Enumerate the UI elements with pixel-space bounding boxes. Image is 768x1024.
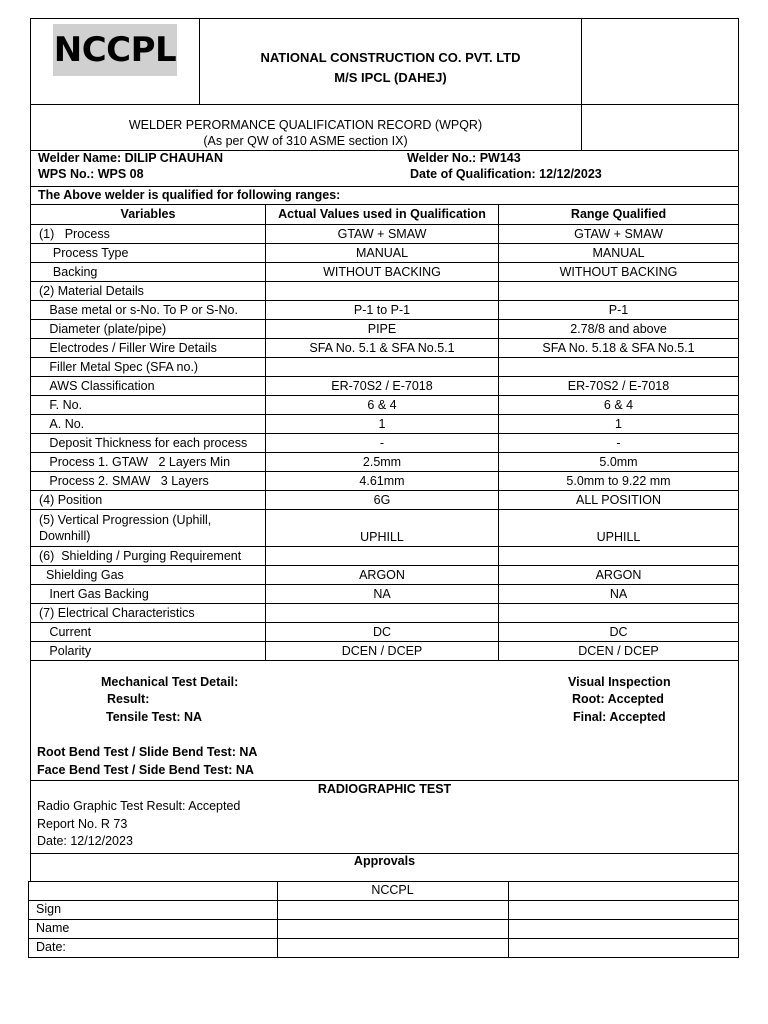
actual-value-cell: 1: [265, 414, 498, 434]
mechanical-title: Mechanical Test Detail:: [101, 675, 239, 689]
range-qualified-cell: [498, 357, 739, 377]
range-qualified-cell: ALL POSITION: [498, 490, 739, 510]
actual-value-cell: DCEN / DCEP: [265, 641, 498, 661]
table-header-cell: Actual Values used in Qualification: [265, 204, 498, 225]
variable-cell: Current: [30, 622, 265, 642]
range-qualified-cell: P-1: [498, 300, 739, 320]
variable-cell: Base metal or s-No. To P or S-No.: [30, 300, 265, 320]
variable-cell: Backing: [30, 262, 265, 282]
qualification-date: Date of Qualification: 12/12/2023: [410, 167, 602, 181]
range-qualified-cell: NA: [498, 584, 739, 604]
actual-value-cell: WITHOUT BACKING: [265, 262, 498, 282]
actual-value-cell: 6G: [265, 490, 498, 510]
visual-inspection-title: Visual Inspection: [568, 675, 671, 689]
site-name: M/S IPCL (DAHEJ): [334, 70, 447, 85]
actual-value-cell: P-1 to P-1: [265, 300, 498, 320]
variable-cell: Deposit Thickness for each process: [30, 433, 265, 453]
record-title: WELDER PERORMANCE QUALIFICATION RECORD (WPQR): [128, 118, 483, 132]
actual-value-cell: [265, 546, 498, 566]
variable-cell: (4) Position: [30, 490, 265, 510]
approvals-row-divider-1: [28, 900, 739, 901]
range-qualified-cell: UPHILL: [498, 509, 739, 547]
actual-value-cell: [265, 281, 498, 301]
approval-row-sign: Sign: [36, 902, 62, 916]
variable-cell: A. No.: [30, 414, 265, 434]
range-qualified-cell: DC: [498, 622, 739, 642]
approval-row-name: Name: [36, 921, 70, 935]
wps-number: WPS No.: WPS 08: [38, 167, 144, 181]
range-qualified-cell: [498, 546, 739, 566]
actual-value-cell: ER-70S2 / E-7018: [265, 376, 498, 396]
actual-value-cell: PIPE: [265, 319, 498, 339]
variable-cell: Process 1. GTAW 2 Layers Min: [30, 452, 265, 472]
variable-cell: Electrodes / Filler Wire Details: [30, 338, 265, 358]
table-header-cell: Variables: [30, 204, 265, 225]
range-qualified-cell: 5.0mm: [498, 452, 739, 472]
range-qualified-cell: DCEN / DCEP: [498, 641, 739, 661]
range-qualified-cell: 6 & 4: [498, 395, 739, 415]
variable-cell: Shielding Gas: [30, 565, 265, 585]
actual-value-cell: [265, 357, 498, 377]
radiographic-title: RADIOGRAPHIC TEST: [317, 782, 452, 796]
variable-cell: Filler Metal Spec (SFA no.): [30, 357, 265, 377]
range-qualified-cell: SFA No. 5.18 & SFA No.5.1: [498, 338, 739, 358]
welder-name: Welder Name: DILIP CHAUHAN: [38, 151, 223, 165]
actual-value-cell: 6 & 4: [265, 395, 498, 415]
range-qualified-cell: GTAW + SMAW: [498, 224, 739, 244]
root-bend-test: Root Bend Test / Slide Bend Test: NA: [37, 745, 258, 759]
range-qualified-cell: ER-70S2 / E-7018: [498, 376, 739, 396]
actual-value-cell: DC: [265, 622, 498, 642]
actual-value-cell: NA: [265, 584, 498, 604]
welder-number: Welder No.: PW143: [407, 151, 521, 165]
actual-value-cell: ARGON: [265, 565, 498, 585]
radiographic-result: Radio Graphic Test Result: Accepted: [37, 799, 241, 813]
approval-row-date: Date:: [36, 940, 66, 954]
range-qualified-cell: ARGON: [498, 565, 739, 585]
range-qualified-cell: -: [498, 433, 739, 453]
approvals-title: Approvals: [353, 854, 416, 868]
company-name: NATIONAL CONSTRUCTION CO. PVT. LTD: [260, 50, 521, 65]
range-qualified-cell: MANUAL: [498, 243, 739, 263]
variable-cell: (1) Process: [30, 224, 265, 244]
company-logo: [53, 24, 177, 76]
actual-value-cell: GTAW + SMAW: [265, 224, 498, 244]
variable-cell: (5) Vertical Progression (Uphill, Downhill): [30, 509, 265, 547]
visual-root: Root: Accepted: [572, 692, 664, 706]
variable-cell: Diameter (plate/pipe): [30, 319, 265, 339]
face-bend-test: Face Bend Test / Side Bend Test: NA: [37, 763, 254, 777]
range-qualified-cell: 5.0mm to 9.22 mm: [498, 471, 739, 491]
variable-cell: Polarity: [30, 641, 265, 661]
qualified-heading: The Above welder is qualified for following ranges:: [38, 188, 341, 202]
approvals-company: NCCPL: [371, 883, 414, 897]
variable-cell: F. No.: [30, 395, 265, 415]
variable-cell: (6) Shielding / Purging Requirement: [30, 546, 265, 566]
range-qualified-cell: 1: [498, 414, 739, 434]
variable-cell: AWS Classification: [30, 376, 265, 396]
variable-cell: (7) Electrical Characteristics: [30, 603, 265, 623]
approvals-row-divider-2: [28, 919, 739, 920]
variable-cell: Inert Gas Backing: [30, 584, 265, 604]
range-qualified-cell: [498, 603, 739, 623]
mechanical-result: Result:: [107, 692, 150, 706]
visual-final: Final: Accepted: [573, 710, 666, 724]
actual-value-cell: [265, 603, 498, 623]
range-qualified-cell: WITHOUT BACKING: [498, 262, 739, 282]
approvals-row-divider-3: [28, 938, 739, 939]
range-qualified-cell: [498, 281, 739, 301]
actual-value-cell: 4.61mm: [265, 471, 498, 491]
actual-value-cell: -: [265, 433, 498, 453]
table-header-cell: Range Qualified: [498, 204, 739, 225]
actual-value-cell: 2.5mm: [265, 452, 498, 472]
tensile-test: Tensile Test: NA: [106, 710, 203, 724]
logo-text: NCCPL: [53, 30, 177, 70]
actual-value-cell: UPHILL: [265, 509, 498, 547]
variable-cell: (2) Material Details: [30, 281, 265, 301]
actual-value-cell: MANUAL: [265, 243, 498, 263]
radiographic-report: Report No. R 73: [37, 817, 128, 831]
range-qualified-cell: 2.78/8 and above: [498, 319, 739, 339]
radiographic-date: Date: 12/12/2023: [37, 834, 133, 848]
actual-value-cell: SFA No. 5.1 & SFA No.5.1: [265, 338, 498, 358]
variable-cell: Process Type: [30, 243, 265, 263]
record-subtitle: (As per QW of 310 ASME section IX): [203, 134, 408, 148]
variable-cell: Process 2. SMAW 3 Layers: [30, 471, 265, 491]
